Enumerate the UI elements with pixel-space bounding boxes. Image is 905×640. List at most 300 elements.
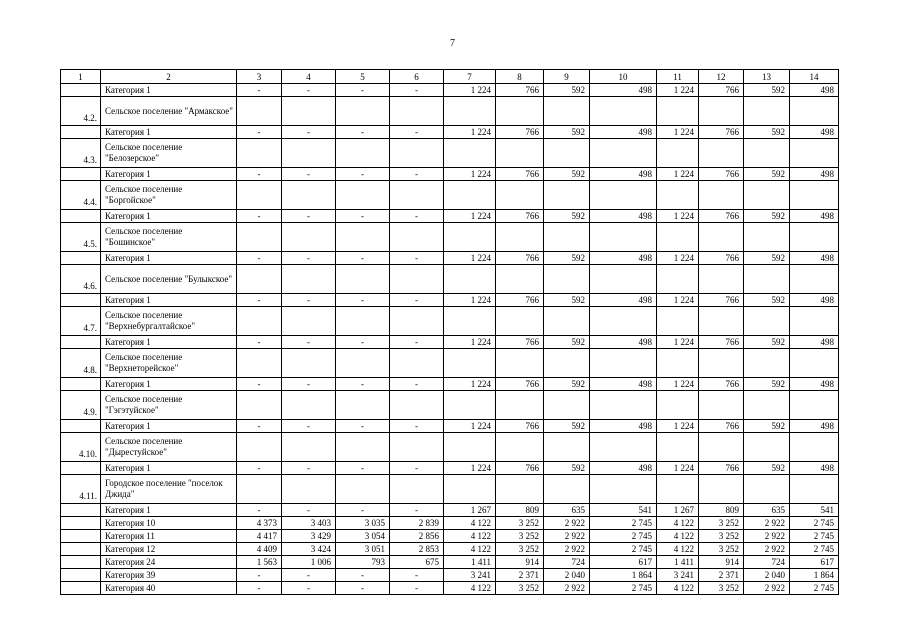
value-cell: 914 — [699, 556, 744, 569]
empty-cell — [744, 349, 790, 378]
value-cell: - — [282, 378, 336, 391]
value-cell: 766 — [699, 252, 744, 265]
value-cell: 4 122 — [657, 530, 699, 543]
empty-cell — [444, 265, 496, 294]
empty-cell — [282, 391, 336, 420]
value-cell: 1 224 — [444, 126, 496, 139]
empty-cell — [444, 475, 496, 504]
category-row — [61, 210, 839, 223]
empty-cell — [390, 349, 444, 378]
value-cell: 498 — [790, 126, 839, 139]
empty-cell — [336, 433, 390, 462]
value-cell: 793 — [336, 556, 390, 569]
value-cell: - — [336, 252, 390, 265]
empty-cell — [444, 223, 496, 252]
empty-cell — [390, 181, 444, 210]
empty-cell — [282, 433, 336, 462]
column-number-header: 12 — [699, 70, 744, 84]
row-index — [61, 168, 101, 181]
value-cell: 498 — [790, 168, 839, 181]
value-cell: 3 252 — [699, 517, 744, 530]
value-cell: 592 — [544, 462, 590, 475]
empty-cell — [496, 223, 544, 252]
value-cell: - — [390, 252, 444, 265]
value-cell: - — [390, 378, 444, 391]
value-cell: 1 563 — [237, 556, 282, 569]
row-index — [61, 556, 101, 569]
value-cell: 498 — [590, 336, 657, 349]
empty-cell — [657, 97, 699, 126]
value-cell: 766 — [699, 294, 744, 307]
value-cell: 766 — [699, 420, 744, 433]
value-cell: 2 922 — [744, 530, 790, 543]
value-cell: 766 — [496, 210, 544, 223]
empty-cell — [444, 391, 496, 420]
value-cell: - — [282, 462, 336, 475]
row-index — [61, 378, 101, 391]
empty-cell — [544, 349, 590, 378]
category-name: Категория 1 — [101, 210, 237, 223]
value-cell: 766 — [496, 168, 544, 181]
value-cell: 766 — [496, 378, 544, 391]
empty-cell — [496, 391, 544, 420]
empty-cell — [657, 349, 699, 378]
value-cell: 2 745 — [790, 582, 839, 595]
category-name: Категория 24 — [101, 556, 237, 569]
empty-cell — [590, 265, 657, 294]
value-cell: 592 — [744, 84, 790, 97]
empty-cell — [544, 265, 590, 294]
value-cell: 1 224 — [444, 168, 496, 181]
empty-cell — [282, 223, 336, 252]
value-cell: 1 224 — [444, 294, 496, 307]
settlement-name: Сельское поселение "Верхнебургалтайское" — [101, 307, 237, 336]
row-index: 4.10. — [61, 433, 101, 462]
value-cell: - — [237, 294, 282, 307]
value-cell: 1 224 — [657, 462, 699, 475]
category-row — [61, 378, 839, 391]
empty-cell — [790, 139, 839, 168]
category-name: Категория 1 — [101, 252, 237, 265]
empty-cell — [444, 181, 496, 210]
column-number-header: 9 — [544, 70, 590, 84]
value-cell: 766 — [699, 210, 744, 223]
value-cell: 635 — [744, 504, 790, 517]
value-cell: 3 429 — [282, 530, 336, 543]
empty-cell — [699, 181, 744, 210]
value-cell: - — [237, 569, 282, 582]
category-name: Категория 1 — [101, 462, 237, 475]
value-cell: - — [237, 378, 282, 391]
value-cell: 1 224 — [444, 252, 496, 265]
category-name: Категория 1 — [101, 294, 237, 307]
value-cell: 766 — [699, 336, 744, 349]
column-number-header: 7 — [444, 70, 496, 84]
value-cell: - — [390, 462, 444, 475]
value-cell: - — [336, 294, 390, 307]
category-row — [61, 462, 839, 475]
value-cell: - — [237, 210, 282, 223]
empty-cell — [336, 391, 390, 420]
value-cell: - — [237, 84, 282, 97]
category-row — [61, 336, 839, 349]
value-cell: 4 122 — [657, 517, 699, 530]
value-cell: 675 — [390, 556, 444, 569]
empty-cell — [544, 223, 590, 252]
settlement-name: Сельское поселение "Верхнеторейское" — [101, 349, 237, 378]
value-cell: 592 — [544, 336, 590, 349]
row-index — [61, 126, 101, 139]
category-row — [61, 530, 839, 543]
value-cell: 498 — [590, 210, 657, 223]
value-cell: 3 424 — [282, 543, 336, 556]
value-cell: 592 — [744, 462, 790, 475]
value-cell: 724 — [744, 556, 790, 569]
value-cell: 766 — [699, 126, 744, 139]
category-row — [61, 504, 839, 517]
value-cell: 4 122 — [657, 543, 699, 556]
value-cell: 3 252 — [496, 543, 544, 556]
value-cell: 541 — [790, 504, 839, 517]
empty-cell — [657, 223, 699, 252]
value-cell: 592 — [544, 294, 590, 307]
empty-cell — [390, 265, 444, 294]
empty-cell — [237, 433, 282, 462]
value-cell: 498 — [790, 252, 839, 265]
value-cell: 4 122 — [444, 582, 496, 595]
value-cell: 498 — [790, 336, 839, 349]
settlement-row — [61, 391, 839, 420]
value-cell: 2 745 — [790, 530, 839, 543]
empty-cell — [282, 181, 336, 210]
value-cell: 1 267 — [657, 504, 699, 517]
empty-cell — [699, 139, 744, 168]
value-cell: - — [237, 252, 282, 265]
column-number-header: 3 — [237, 70, 282, 84]
empty-cell — [336, 349, 390, 378]
category-name: Категория 1 — [101, 126, 237, 139]
value-cell: 4 122 — [444, 517, 496, 530]
column-number-header: 1 — [61, 70, 101, 84]
empty-cell — [699, 265, 744, 294]
empty-cell — [744, 307, 790, 336]
settlement-row — [61, 265, 839, 294]
column-number-header: 11 — [657, 70, 699, 84]
row-index: 4.9. — [61, 391, 101, 420]
value-cell: 2 040 — [744, 569, 790, 582]
value-cell: - — [237, 504, 282, 517]
column-number-header: 2 — [101, 70, 237, 84]
value-cell: 766 — [699, 168, 744, 181]
row-index — [61, 420, 101, 433]
value-cell: 4 122 — [444, 530, 496, 543]
empty-cell — [390, 475, 444, 504]
settlement-row — [61, 349, 839, 378]
value-cell: 1 224 — [657, 294, 699, 307]
empty-cell — [790, 223, 839, 252]
value-cell: - — [390, 336, 444, 349]
row-index: 4.5. — [61, 223, 101, 252]
value-cell: - — [282, 582, 336, 595]
value-cell: - — [237, 126, 282, 139]
row-index: 4.8. — [61, 349, 101, 378]
empty-cell — [444, 139, 496, 168]
value-cell: - — [390, 420, 444, 433]
value-cell: 1 224 — [444, 462, 496, 475]
value-cell: - — [336, 126, 390, 139]
value-cell: - — [336, 168, 390, 181]
value-cell: 592 — [744, 252, 790, 265]
empty-cell — [699, 307, 744, 336]
category-row — [61, 420, 839, 433]
value-cell: 1 224 — [657, 420, 699, 433]
settlement-row — [61, 223, 839, 252]
row-index — [61, 582, 101, 595]
settlement-name: Сельское поселение "Дырестуйское" — [101, 433, 237, 462]
value-cell: 3 252 — [496, 530, 544, 543]
row-index — [61, 504, 101, 517]
value-cell: 3 054 — [336, 530, 390, 543]
value-cell: 498 — [590, 126, 657, 139]
category-row — [61, 582, 839, 595]
empty-cell — [699, 475, 744, 504]
empty-cell — [790, 349, 839, 378]
value-cell: 809 — [496, 504, 544, 517]
value-cell: 617 — [590, 556, 657, 569]
value-cell: 1 224 — [444, 336, 496, 349]
empty-cell — [544, 181, 590, 210]
empty-cell — [444, 307, 496, 336]
category-row — [61, 126, 839, 139]
empty-cell — [590, 349, 657, 378]
row-index — [61, 569, 101, 582]
empty-cell — [590, 307, 657, 336]
empty-cell — [657, 391, 699, 420]
value-cell: 2 853 — [390, 543, 444, 556]
row-index: 4.7. — [61, 307, 101, 336]
row-index — [61, 294, 101, 307]
value-cell: 2 856 — [390, 530, 444, 543]
value-cell: - — [237, 462, 282, 475]
column-number-header: 10 — [590, 70, 657, 84]
row-index — [61, 252, 101, 265]
value-cell: 3 252 — [496, 517, 544, 530]
value-cell: - — [282, 569, 336, 582]
category-name: Категория 12 — [101, 543, 237, 556]
column-number-header: 5 — [336, 70, 390, 84]
value-cell: 1 006 — [282, 556, 336, 569]
empty-cell — [444, 349, 496, 378]
value-cell: - — [336, 504, 390, 517]
value-cell: - — [282, 168, 336, 181]
empty-cell — [496, 475, 544, 504]
value-cell: 498 — [790, 84, 839, 97]
value-cell: 3 252 — [699, 543, 744, 556]
value-cell: 498 — [590, 168, 657, 181]
empty-cell — [282, 475, 336, 504]
empty-cell — [237, 139, 282, 168]
value-cell: - — [336, 336, 390, 349]
empty-cell — [699, 349, 744, 378]
value-cell: 498 — [790, 420, 839, 433]
category-name: Категория 1 — [101, 84, 237, 97]
empty-cell — [282, 349, 336, 378]
value-cell: 592 — [544, 420, 590, 433]
empty-cell — [744, 223, 790, 252]
value-cell: 2 922 — [744, 543, 790, 556]
settlement-name: Сельское поселение "Армакское" — [101, 97, 237, 126]
value-cell: 1 224 — [657, 252, 699, 265]
empty-cell — [699, 391, 744, 420]
empty-cell — [590, 139, 657, 168]
value-cell: 4 122 — [444, 543, 496, 556]
column-number-header: 14 — [790, 70, 839, 84]
row-index: 4.3. — [61, 139, 101, 168]
value-cell: - — [237, 168, 282, 181]
category-name: Категория 1 — [101, 168, 237, 181]
category-row — [61, 517, 839, 530]
empty-cell — [590, 97, 657, 126]
row-index — [61, 336, 101, 349]
value-cell: 498 — [590, 84, 657, 97]
empty-cell — [544, 475, 590, 504]
value-cell: 498 — [790, 378, 839, 391]
value-cell: - — [282, 252, 336, 265]
empty-cell — [444, 433, 496, 462]
value-cell: 1 224 — [444, 84, 496, 97]
value-cell: 766 — [496, 294, 544, 307]
value-cell: 766 — [496, 84, 544, 97]
empty-cell — [390, 391, 444, 420]
empty-cell — [282, 139, 336, 168]
empty-cell — [444, 97, 496, 126]
value-cell: 498 — [590, 294, 657, 307]
value-cell: - — [390, 168, 444, 181]
row-index: 4.2. — [61, 97, 101, 126]
value-cell: - — [336, 378, 390, 391]
value-cell: 541 — [590, 504, 657, 517]
value-cell: 1 224 — [444, 420, 496, 433]
value-cell: 1 864 — [590, 569, 657, 582]
value-cell: 498 — [790, 294, 839, 307]
value-cell: 809 — [699, 504, 744, 517]
empty-cell — [237, 97, 282, 126]
settlement-row — [61, 97, 839, 126]
value-cell: 1 224 — [444, 378, 496, 391]
value-cell: - — [336, 420, 390, 433]
value-cell: 3 241 — [444, 569, 496, 582]
empty-cell — [390, 433, 444, 462]
empty-cell — [657, 433, 699, 462]
settlement-name: Сельское поселение "Гэгэтуйское" — [101, 391, 237, 420]
empty-cell — [790, 97, 839, 126]
value-cell: 592 — [544, 378, 590, 391]
empty-cell — [790, 433, 839, 462]
value-cell: 3 051 — [336, 543, 390, 556]
value-cell: 4 373 — [237, 517, 282, 530]
value-cell: 592 — [544, 252, 590, 265]
value-cell: 766 — [496, 462, 544, 475]
value-cell: 592 — [544, 210, 590, 223]
empty-cell — [336, 223, 390, 252]
empty-cell — [496, 265, 544, 294]
value-cell: - — [237, 582, 282, 595]
value-cell: 4 122 — [657, 582, 699, 595]
empty-cell — [496, 139, 544, 168]
value-cell: 592 — [544, 126, 590, 139]
value-cell: - — [282, 210, 336, 223]
empty-cell — [282, 97, 336, 126]
value-cell: 1 411 — [657, 556, 699, 569]
value-cell: - — [282, 420, 336, 433]
value-cell: 498 — [790, 462, 839, 475]
empty-cell — [336, 181, 390, 210]
value-cell: 766 — [699, 84, 744, 97]
category-name: Категория 39 — [101, 569, 237, 582]
value-cell: 766 — [496, 252, 544, 265]
value-cell: 1 224 — [444, 210, 496, 223]
value-cell: 3 252 — [496, 582, 544, 595]
value-cell: 498 — [590, 420, 657, 433]
value-cell: 1 224 — [657, 168, 699, 181]
value-cell: 592 — [744, 420, 790, 433]
row-index — [61, 84, 101, 97]
settlement-name: Городское поселение "поселок Джида" — [101, 475, 237, 504]
value-cell: - — [390, 504, 444, 517]
value-cell: 592 — [744, 378, 790, 391]
value-cell: 2 745 — [790, 543, 839, 556]
category-row — [61, 569, 839, 582]
category-name: Категория 11 — [101, 530, 237, 543]
value-cell: 2 922 — [544, 517, 590, 530]
empty-cell — [544, 97, 590, 126]
value-cell: - — [390, 210, 444, 223]
empty-cell — [237, 475, 282, 504]
value-cell: - — [390, 582, 444, 595]
value-cell: 4 417 — [237, 530, 282, 543]
empty-cell — [744, 265, 790, 294]
value-cell: 498 — [790, 210, 839, 223]
value-cell: - — [282, 504, 336, 517]
empty-cell — [590, 181, 657, 210]
empty-cell — [390, 139, 444, 168]
value-cell: 592 — [744, 210, 790, 223]
value-cell: - — [282, 336, 336, 349]
category-name: Категория 1 — [101, 504, 237, 517]
column-number-header: 13 — [744, 70, 790, 84]
page-number: 7 — [450, 38, 455, 49]
category-row — [61, 252, 839, 265]
row-index: 4.11. — [61, 475, 101, 504]
value-cell: - — [390, 126, 444, 139]
value-cell: 3 403 — [282, 517, 336, 530]
empty-cell — [699, 97, 744, 126]
category-row — [61, 543, 839, 556]
empty-cell — [744, 181, 790, 210]
value-cell: 635 — [544, 504, 590, 517]
value-cell: 2 371 — [699, 569, 744, 582]
empty-cell — [699, 433, 744, 462]
value-cell: 3 252 — [699, 582, 744, 595]
category-name: Категория 10 — [101, 517, 237, 530]
empty-cell — [544, 391, 590, 420]
empty-cell — [590, 475, 657, 504]
empty-cell — [390, 307, 444, 336]
empty-cell — [544, 433, 590, 462]
value-cell: 3 252 — [699, 530, 744, 543]
row-index: 4.4. — [61, 181, 101, 210]
settlement-row — [61, 433, 839, 462]
